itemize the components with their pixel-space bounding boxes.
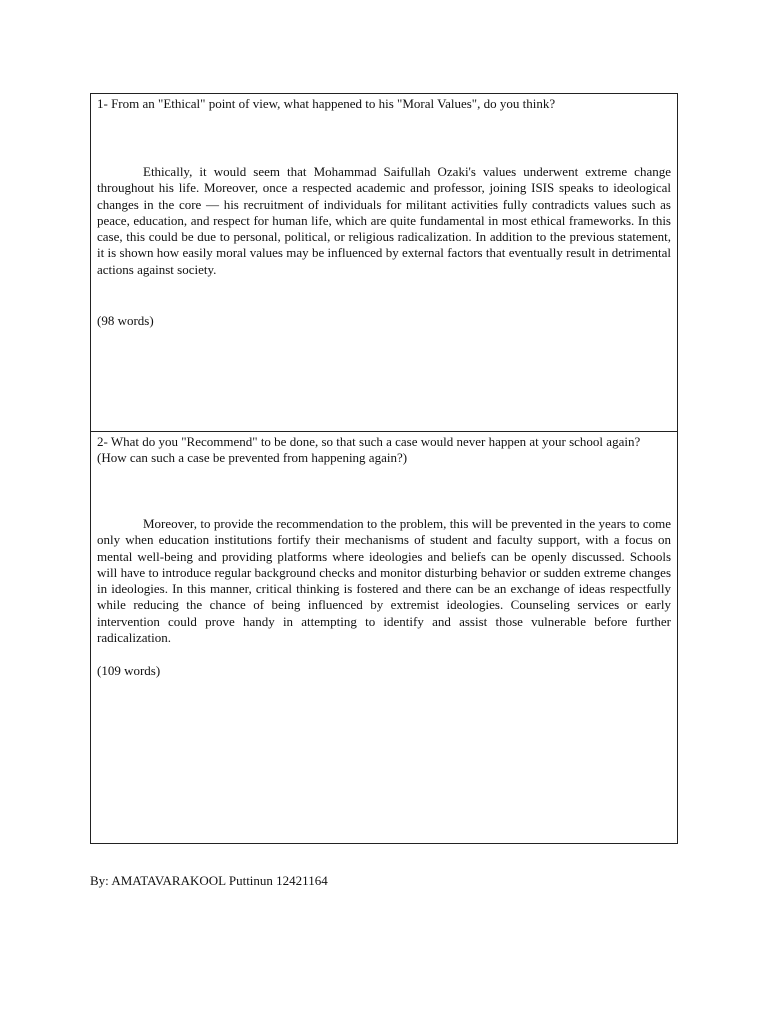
question-2-cell — [91, 432, 677, 843]
question-1-answer: Ethically, it would seem that Mohammad Saifullah Ozaki's values underwent extreme change throughout his life. Moreover, once a respected academic and professor, joining ISIS speaks to ideological changes in the core — his recruitment of individuals for militant activities fully contradicts values such as peace, education, and respect for human life, which are quite fundamental in most ethical frameworks. In this case, this could be due to personal, political, or religious radicalization. In addition to the previous statement, it is shown how easily moral values may be influenced by external factors that eventually result in detrimental actions against society. — [97, 164, 671, 277]
question-2-answer: Moreover, to provide the recommendation to the problem, this will be prevented in the years to come only when education institutions fortify their mechanisms of student and faculty support, with a focus on mental well-being and providing platforms where ideologies and beliefs can be openly discussed. Schools will have to introduce regular background checks and monitor disturbing behavior or sudden extreme changes in ideologies. In this manner, critical thinking is fostered and there can be an exchange of ideas respectfully while reducing the chance of being influenced by extremist ideologies. Counseling services or early intervention could prove handy in attempting to identify and assist those vulnerable before further radicalization. — [97, 516, 671, 646]
question-answer-table — [90, 93, 678, 844]
question-1-prompt: 1- From an "Ethical" point of view, what happened to his "Moral Values", do you think? — [97, 96, 556, 111]
question-1-word-count: (98 words) — [97, 313, 154, 329]
author-line: By: AMATAVARAKOOL Puttinun 12421164 — [90, 873, 328, 888]
question-2-word-count: (109 words) — [97, 663, 161, 679]
question-1-cell — [91, 94, 677, 432]
question-2-prompt: 2- What do you "Recommend" to be done, so that such a case would never happen at your school again? (How can such a case be prevented from happening again?) — [97, 434, 641, 465]
